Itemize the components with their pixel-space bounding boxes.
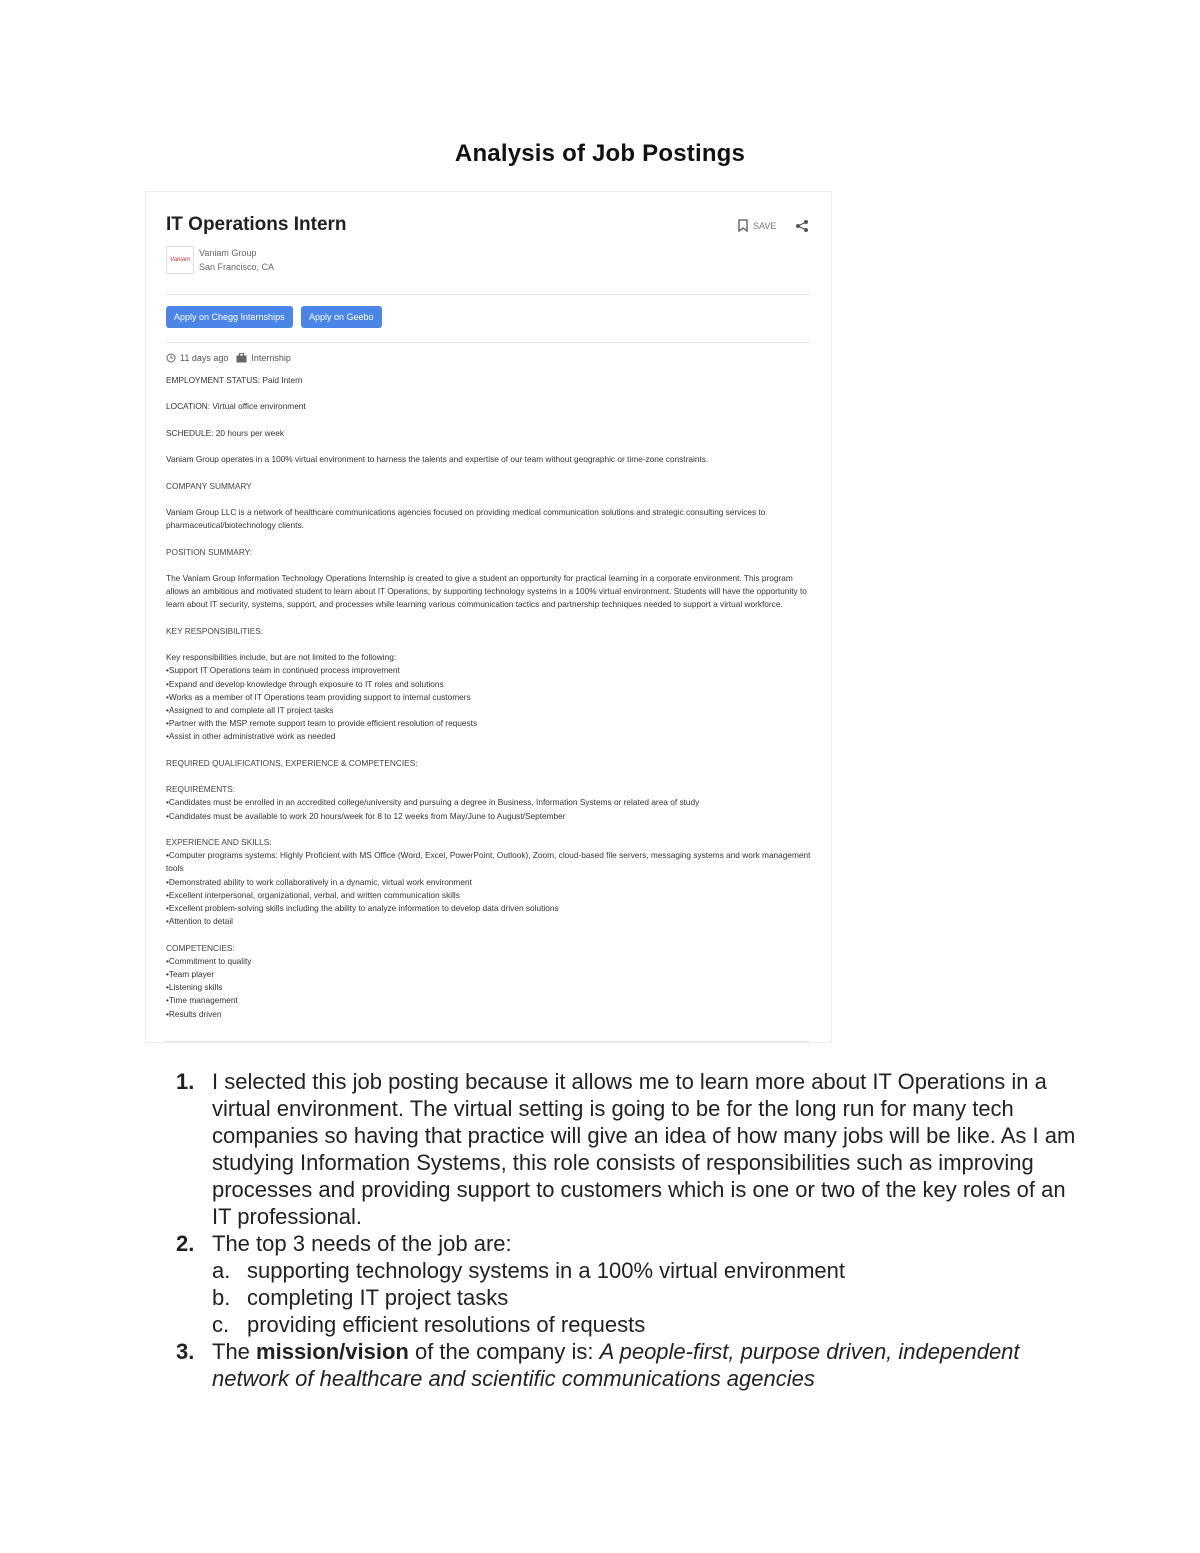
competencies-heading: COMPETENCIES: bbox=[166, 942, 235, 953]
list-item: • Computer programs systems: Highly Proficient with MS Office (Word, Excel, PowerPoint, Outlook), Zoom, cloud-based file servers, messaging systems and work management tools bbox=[166, 849, 814, 875]
list-item: • Commitment to quality bbox=[166, 955, 814, 968]
answer-1-text: I selected this job posting because it allows me to learn more about IT Operations in a virtual environment. The virtual setting is going to be for the long run for many tech companies so having that practice will give an idea of how many jobs will be like. As I am studying Information Systems, this role consists of responsibilities such as improving processes and providing support to customers which is one or two of the key roles of an IT professional. bbox=[212, 1069, 1076, 1229]
company-summary: Vaniam Group LLC is a network of healthcare communications agencies focused on providing medical communication solutions and strategic consulting services to pharmaceutical/biotechnology clients. bbox=[166, 506, 766, 531]
list-item: • Partner with the MSP remote support team to provide efficient resolution of requests bbox=[166, 717, 814, 730]
document-title: Analysis of Job Postings bbox=[454, 140, 746, 167]
job-title: IT Operations Intern bbox=[166, 214, 347, 235]
answer-number: 3. bbox=[176, 1339, 195, 1364]
position-summary-heading: POSITION SUMMARY: bbox=[166, 546, 253, 557]
briefcase-icon bbox=[236, 353, 247, 363]
save-button[interactable] bbox=[738, 219, 776, 232]
mission-statement: A people-first, purpose driven, independent network of healthcare and scientific communications agencies bbox=[212, 1339, 1020, 1391]
intro-paragraph: Vaniam Group operates in a 100% virtual environment to harness the talents and expertise of our team without geographic or time-zone constraints. bbox=[166, 454, 709, 465]
bookmark-icon bbox=[738, 219, 748, 232]
answer-3 bbox=[176, 1338, 1076, 1392]
list-item: • Assist in other administrative work as needed bbox=[166, 730, 814, 743]
posted-age: 11 days ago bbox=[180, 353, 229, 363]
requirements-list bbox=[166, 796, 814, 822]
list-item: • Works as a member of IT Operations team providing support to internal customers bbox=[166, 691, 814, 704]
needs-list bbox=[176, 1257, 1076, 1338]
answer-number: 2. bbox=[176, 1231, 195, 1256]
job-posting-screenshot bbox=[145, 191, 832, 1043]
list-item: • Attention to detail bbox=[166, 915, 814, 928]
position-summary: The Vaniam Group Information Technology Operations Internship is created to give a student an opportunity for practical learning in a corporate environment. This program allows an ambitious and motivated student to learn about IT Operations, by supporting technology systems in a 100% virtual environment. Students will have the opportunity to learn about IT security, systems, support, and processes while learning various communication tactics and partnership techniques needed to support a virtual workforce. bbox=[166, 572, 807, 610]
company-logo: Vaniam bbox=[166, 246, 194, 274]
answer-2-text: The top 3 needs of the job are: bbox=[212, 1231, 512, 1256]
list-item: • Time management bbox=[166, 994, 814, 1007]
qualifications-heading: REQUIRED QUALIFICATIONS, EXPERIENCE & COMPETENCIES: bbox=[166, 757, 418, 768]
answer-2 bbox=[176, 1230, 1076, 1257]
answer-3-bold: mission/vision bbox=[256, 1339, 409, 1364]
list-item: • Demonstrated ability to work collaboratively in a dynamic, virtual work environment bbox=[166, 876, 814, 889]
answers-list bbox=[176, 1068, 1076, 1392]
list-item: • Candidates must be enrolled in an accredited college/university and pursuing a degree in Business, Information Systems or related area of study bbox=[166, 796, 814, 809]
list-item: • Excellent problem-solving skills including the ability to analyze information to develop data driven solutions bbox=[166, 902, 814, 915]
responsibilities-list bbox=[166, 664, 814, 743]
need-text: providing efficient resolutions of requests bbox=[247, 1312, 646, 1337]
list-item: • Assigned to and complete all IT project tasks bbox=[166, 704, 814, 717]
list-item: • Listening skills bbox=[166, 981, 814, 994]
answer-3-middle: of the company is: bbox=[408, 1339, 600, 1364]
divider bbox=[166, 342, 810, 343]
list-item: • Candidates must be available to work 20 hours/week for 8 to 12 weeks from May/June to August/September bbox=[166, 810, 814, 823]
company-name: Vaniam Group bbox=[199, 248, 257, 258]
posting-meta bbox=[166, 353, 291, 363]
need-item bbox=[176, 1284, 1076, 1311]
divider bbox=[165, 1041, 809, 1042]
employment-status: EMPLOYMENT STATUS: Paid Intern bbox=[166, 375, 303, 385]
need-letter: b. bbox=[212, 1285, 231, 1310]
location: LOCATION: Virtual office environment bbox=[166, 401, 306, 412]
schedule: SCHEDULE: 20 hours per week bbox=[166, 427, 285, 438]
apply-geebo-button[interactable]: Apply on Geebo bbox=[301, 306, 382, 328]
key-responsibilities-heading: KEY RESPONSIBILITIES: bbox=[166, 625, 264, 636]
company-location: San Francisco, CA bbox=[199, 262, 275, 272]
divider bbox=[166, 294, 810, 295]
answer-number: 1. bbox=[176, 1069, 195, 1094]
apply-chegg-button[interactable]: Apply on Chegg Internships bbox=[166, 306, 293, 328]
posting-body bbox=[166, 374, 814, 1034]
need-text: completing IT project tasks bbox=[247, 1285, 509, 1310]
company-summary-heading: COMPANY SUMMARY bbox=[166, 480, 252, 491]
company-info bbox=[199, 246, 274, 274]
experience-list bbox=[166, 849, 814, 928]
list-item: • Support IT Operations team in continued process improvement bbox=[166, 664, 814, 677]
share-icon[interactable] bbox=[795, 219, 809, 233]
need-text: supporting technology systems in a 100% virtual environment bbox=[247, 1258, 845, 1283]
list-item: • Team player bbox=[166, 968, 814, 981]
need-letter: c. bbox=[212, 1312, 230, 1337]
save-label: SAVE bbox=[753, 220, 777, 231]
need-item bbox=[176, 1311, 1076, 1338]
responsibilities-intro: Key responsibilities include, but are not limited to the following: bbox=[166, 652, 397, 663]
answer-1 bbox=[176, 1068, 1076, 1230]
clock-icon bbox=[166, 353, 176, 363]
list-item: • Excellent interpersonal, organizational, verbal, and written communication skills bbox=[166, 889, 814, 902]
need-letter: a. bbox=[212, 1258, 231, 1283]
competencies-list bbox=[166, 955, 814, 1021]
list-item: • Results driven bbox=[166, 1008, 814, 1021]
answer-3-prefix: The bbox=[212, 1339, 257, 1364]
list-item: • Expand and develop knowledge through exposure to IT roles and solutions bbox=[166, 678, 814, 691]
experience-heading: EXPERIENCE AND SKILLS: bbox=[166, 836, 272, 847]
job-type: Internship bbox=[251, 353, 291, 363]
need-item bbox=[176, 1257, 1076, 1284]
requirements-heading: REQUIREMENTS: bbox=[166, 784, 236, 795]
